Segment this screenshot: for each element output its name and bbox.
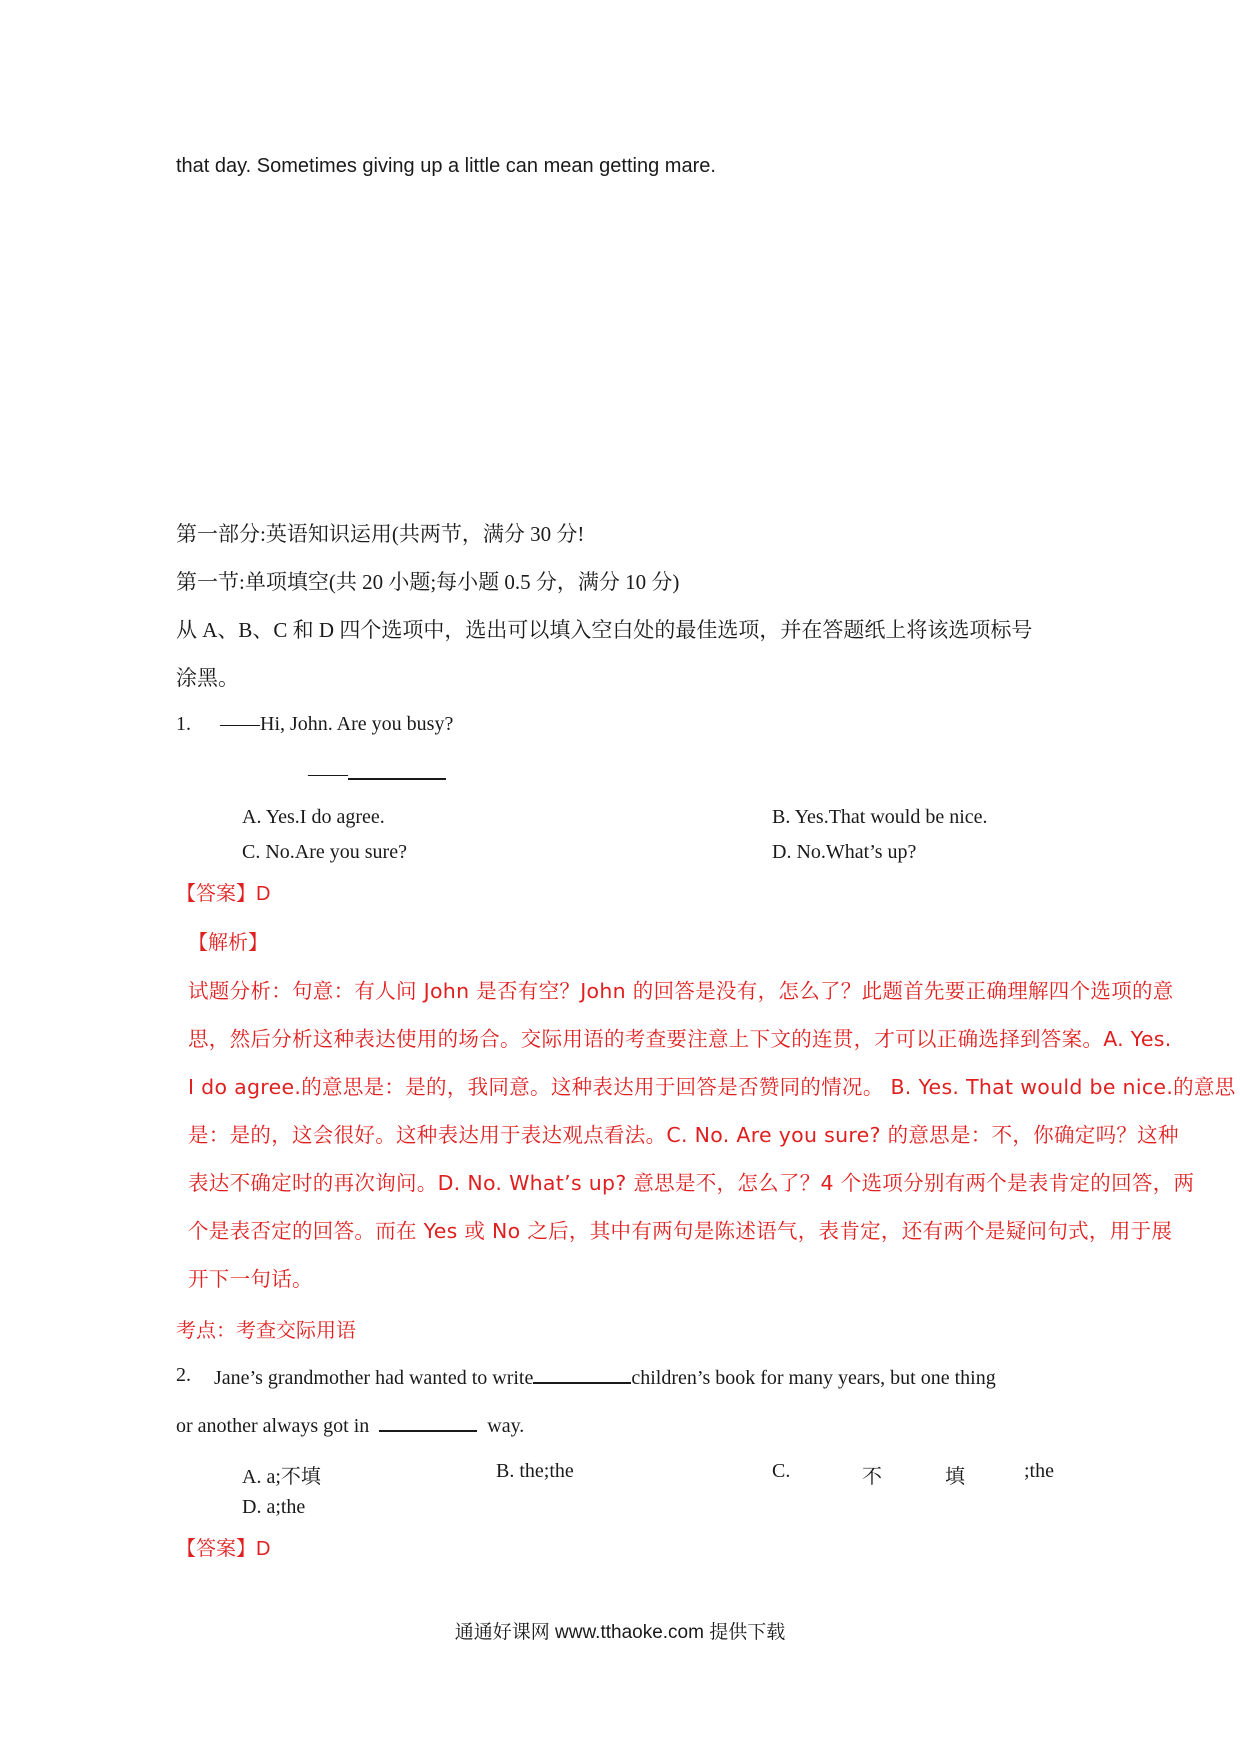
instruction-line-1: 从 A、B、C 和 D 四个选项中，选出可以填入空白处的最佳选项，并在答题纸上将该选项标号	[176, 618, 1033, 642]
analysis-label: 【解析】	[188, 932, 268, 954]
question-number: 1.	[176, 713, 191, 735]
question-number: 2.	[176, 1364, 191, 1386]
option-a: A. a;不填	[242, 1466, 321, 1488]
answer-blank	[533, 1364, 631, 1384]
question-text: way.	[487, 1415, 525, 1437]
analysis-line: I do agree.的意思是：是的，我同意。这种表达用于回答是否赞同的情况。 B. Yes. That would be nice.的意思	[188, 1075, 1236, 1099]
answer-label: 【答案】	[176, 883, 256, 905]
option-c-part-3: ;the	[1024, 1460, 1054, 1482]
answer-value: D	[256, 883, 271, 905]
question-text: or another always got in	[176, 1415, 370, 1437]
kaodian: 考点：考查交际用语	[176, 1320, 356, 1342]
question-line-1	[214, 1364, 996, 1390]
part-title: 第一部分:英语知识运用(共两节，满分 30 分!	[176, 522, 585, 546]
option-c-part-1: 不	[862, 1466, 882, 1488]
answer-label: 【答案】	[176, 1538, 256, 1560]
option-c-part-2: 填	[945, 1466, 965, 1488]
reply-line	[308, 760, 446, 786]
answer-blank	[379, 1412, 477, 1432]
analysis-line: 开下一句话。	[188, 1267, 313, 1291]
analysis-line: 个是表否定的回答。而在 Yes 或 No 之后，其中有两句是陈述语气，表肯定，还有两个是疑问句式，用于展	[188, 1219, 1173, 1243]
option-b: B. the;the	[496, 1460, 574, 1482]
option-c-label: C.	[772, 1460, 791, 1482]
analysis-line: 是：是的，这会很好。这种表达用于表达观点看法。C. No. Are you sure? 的意思是：不，你确定吗？这种	[188, 1123, 1179, 1147]
answer-line	[176, 1532, 270, 1561]
instruction-line-2: 涂黑。	[176, 666, 239, 690]
page-footer: 通通好课网 www.tthaoke.com 提供下载	[454, 1622, 786, 1643]
question-text: Jane’s grandmother had wanted to write	[214, 1367, 534, 1389]
subsection-title: 第一节:单项填空(共 20 小题;每小题 0.5 分，满分 10 分)	[176, 570, 680, 594]
intro-line: that day. Sometimes giving up a little can mean getting mare.	[176, 155, 716, 177]
question-line-2	[176, 1412, 524, 1438]
analysis-line: 表达不确定时的再次询问。D. No. What’s up? 意思是不，怎么了？4 个选项分别有两个是表肯定的回答，两	[188, 1171, 1195, 1195]
answer-value: D	[256, 1538, 271, 1560]
question-text: children’s book for many years, but one thing	[631, 1367, 996, 1389]
option-b: B. Yes.That would be nice.	[772, 806, 988, 828]
option-a: A. Yes.I do agree.	[242, 806, 385, 828]
analysis-line: 试题分析：句意：有人问 John 是否有空？John 的回答是没有，怎么了？此题首先要正确理解四个选项的意	[188, 979, 1174, 1003]
reply-dash: ——	[308, 763, 348, 785]
answer-blank	[348, 760, 446, 780]
option-c: C. No.Are you sure?	[242, 841, 407, 863]
option-d: D. a;the	[242, 1496, 306, 1518]
option-d: D. No.What’s up?	[772, 841, 917, 863]
analysis-line: 思，然后分析这种表达使用的场合。交际用语的考查要注意上下文的连贯，才可以正确选择到答案。A. Yes.	[188, 1027, 1172, 1051]
question-prompt: ——Hi, John. Are you busy?	[220, 713, 454, 735]
answer-line	[176, 877, 270, 906]
